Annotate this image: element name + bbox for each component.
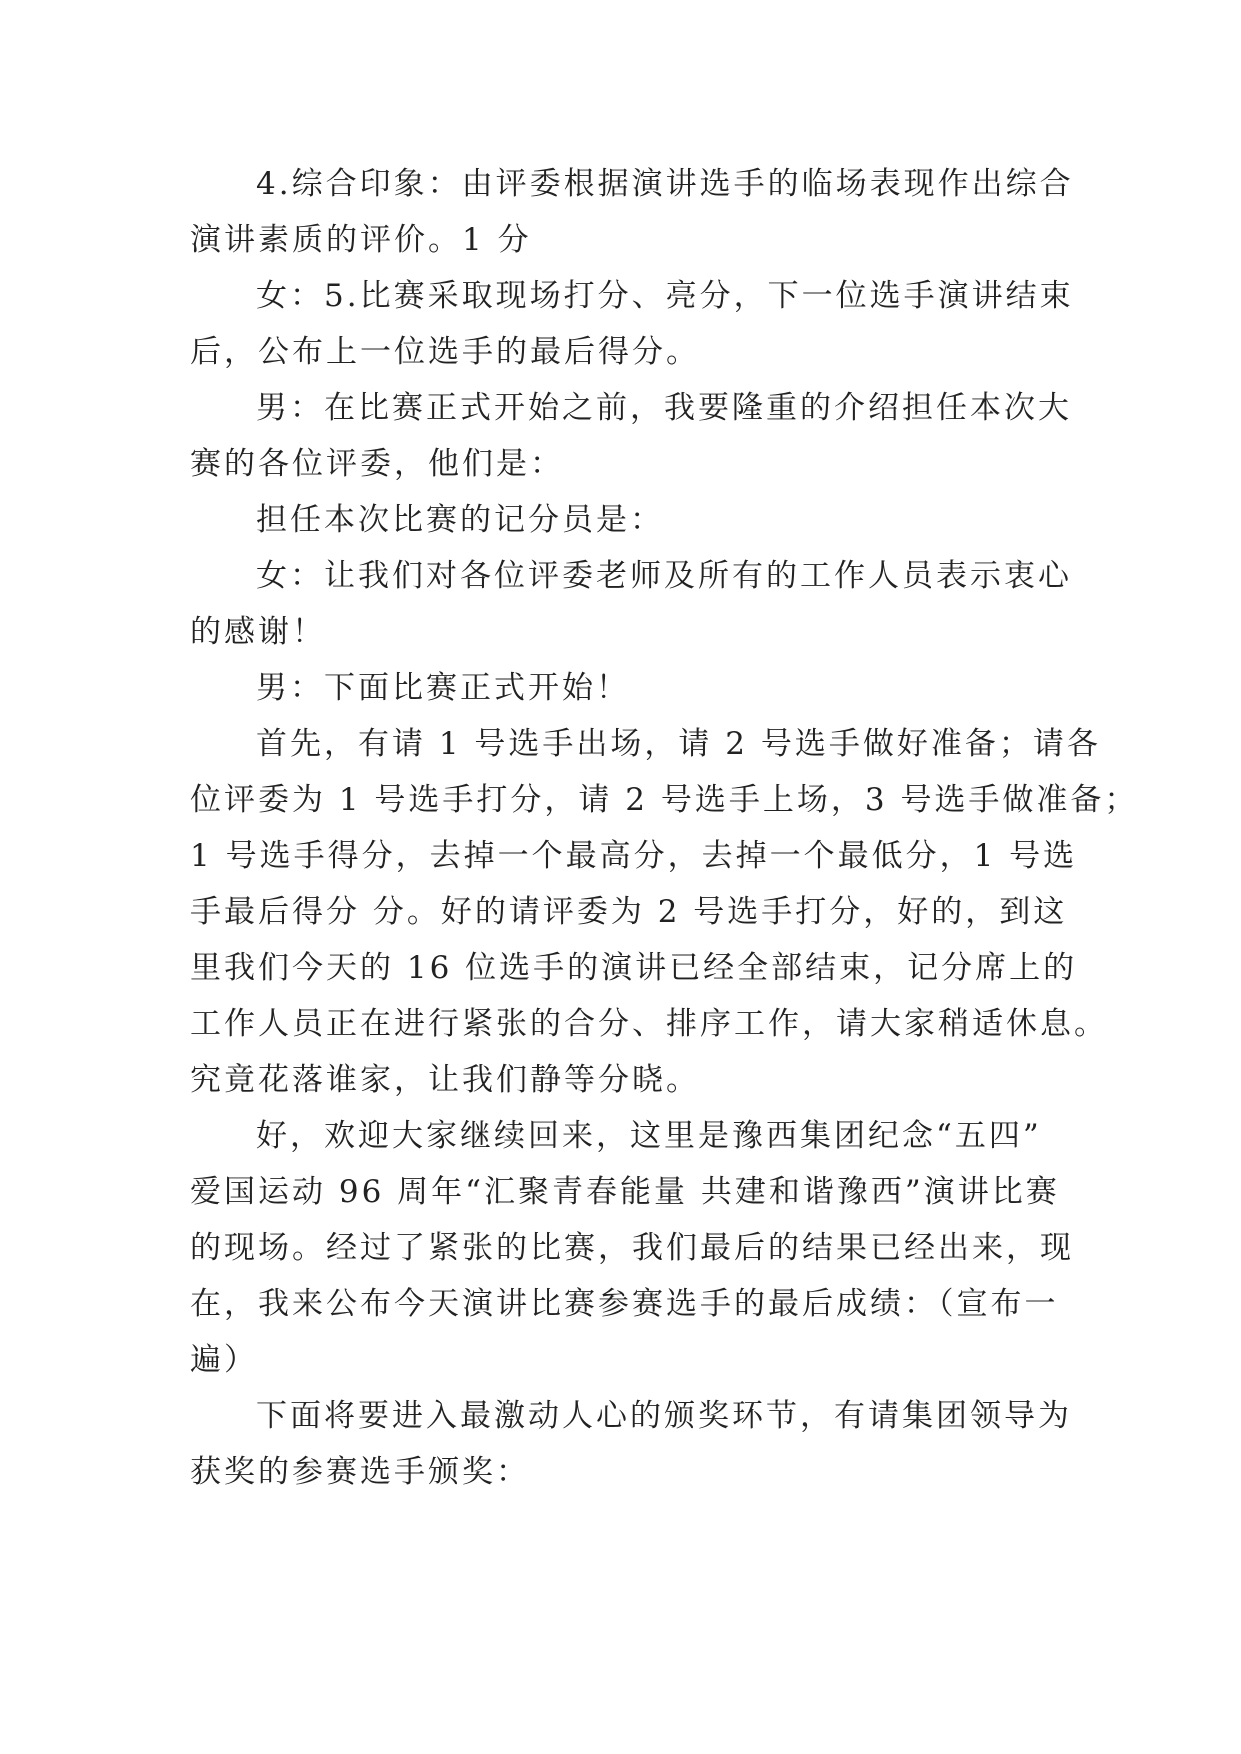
paragraph-line: 爱国运动 96 周年“汇聚青春能量 共建和谐豫西”演讲比赛 bbox=[190, 1174, 1060, 1210]
paragraph-line: 好，欢迎大家继续回来，这里是豫西集团纪念“五四” bbox=[256, 1118, 1042, 1154]
paragraph-line: 里我们今天的 16 位选手的演讲已经全部结束，记分席上的 bbox=[190, 950, 1078, 986]
paragraph-line: 手最后得分 分。好的请评委为 2 号选手打分，好的，到这 bbox=[190, 894, 1068, 930]
paragraph-line: 4.综合印象：由评委根据演讲选手的临场表现作出综合 bbox=[256, 166, 1074, 202]
paragraph-line: 遍） bbox=[190, 1342, 258, 1378]
paragraph-line: 后，公布上一位选手的最后得分。 bbox=[190, 334, 700, 370]
paragraph-line: 究竟花落谁家，让我们静等分晓。 bbox=[190, 1062, 700, 1098]
paragraph-line: 赛的各位评委，他们是： bbox=[190, 446, 564, 482]
paragraph-line: 下面将要进入最激动人心的颁奖环节，有请集团领导为 bbox=[256, 1398, 1072, 1434]
paragraph-line: 的感谢！ bbox=[190, 614, 326, 650]
paragraph-line: 担任本次比赛的记分员是： bbox=[256, 502, 664, 538]
paragraph-line: 工作人员正在进行紧张的合分、排序工作，请大家稍适休息。 bbox=[190, 1006, 1108, 1042]
paragraph-line: 演讲素质的评价。1 分 bbox=[190, 222, 532, 258]
paragraph-line: 获奖的参赛选手颁奖： bbox=[190, 1454, 530, 1490]
paragraph-line: 在，我来公布今天演讲比赛参赛选手的最后成绩：（宣布一 bbox=[190, 1286, 1059, 1322]
paragraph-line: 男：在比赛正式开始之前，我要隆重的介绍担任本次大 bbox=[256, 390, 1072, 426]
paragraph-line: 位评委为 1 号选手打分，请 2 号选手上场，3 号选手做准备； bbox=[190, 782, 1139, 818]
paragraph-line: 女：让我们对各位评委老师及所有的工作人员表示衷心 bbox=[256, 558, 1072, 594]
paragraph-line: 的现场。经过了紧张的比赛，我们最后的结果已经出来，现 bbox=[190, 1230, 1074, 1266]
paragraph-line: 女：5.比赛采取现场打分、亮分，下一位选手演讲结束 bbox=[256, 278, 1074, 314]
paragraph-line: 1 号选手得分，去掉一个最高分，去掉一个最低分，1 号选 bbox=[190, 838, 1078, 874]
paragraph-line: 男：下面比赛正式开始！ bbox=[256, 670, 630, 706]
paragraph-line: 首先，有请 1 号选手出场，请 2 号选手做好准备；请各 bbox=[256, 726, 1101, 762]
